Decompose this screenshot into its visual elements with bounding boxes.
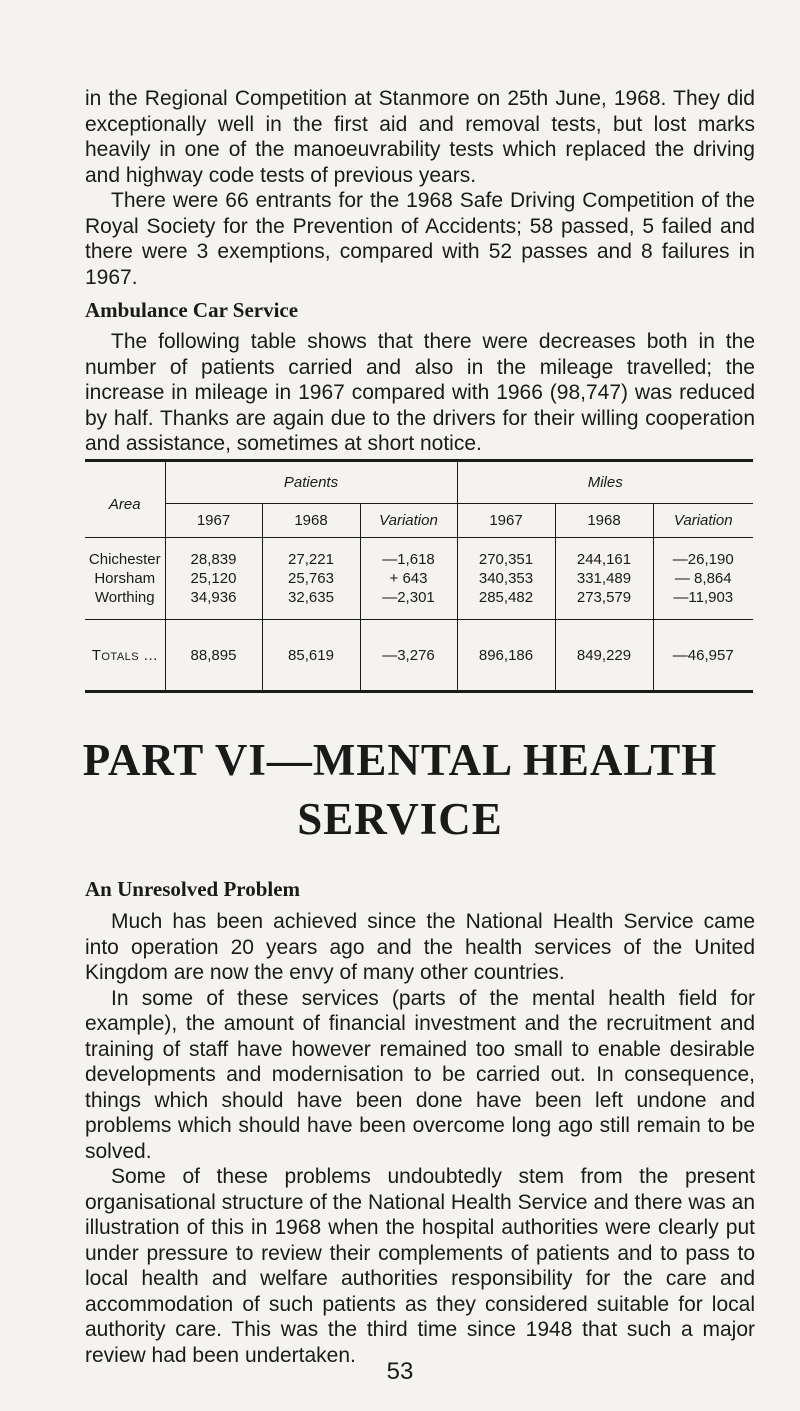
table-cell: —3,276 (360, 620, 457, 692)
table-row-totals (85, 620, 753, 692)
table-cell: 27,221 (288, 551, 334, 568)
table-cell: —46,957 (653, 620, 753, 692)
table-cell: —26,190 (672, 551, 734, 568)
table-cell: 340,353 (478, 570, 534, 587)
patients-variation-header: Variation (360, 504, 457, 538)
part-title-line-1: PART VI—MENTAL HEALTH (82, 735, 718, 785)
page-number: 53 (386, 1358, 414, 1385)
table-cell: 85,619 (262, 620, 360, 692)
table-cell: 244,161 (576, 551, 632, 568)
patients-variation-column (360, 538, 457, 620)
part-title (0, 732, 800, 847)
table-cell: 270,351 (478, 551, 534, 568)
miles-group-header: Miles (457, 461, 753, 504)
paragraph-competition: in the Regional Competition at Stanmore on 25th June, 1968. They did exceptionally well in the first aid and removal tests, but lost marks heavily in one of the manoeuvrability tests which replaced the driving and highway code tests of previous years. (85, 87, 755, 187)
table-cell: 25,120 (190, 570, 237, 587)
patients-group-header: Patients (165, 461, 457, 504)
part-title-line-2: SERVICE (297, 794, 503, 844)
table-cell: 285,482 (478, 589, 534, 606)
table-row-districts (85, 538, 753, 620)
intro-text-block (85, 86, 755, 290)
totals-label: Totals ... (91, 646, 158, 664)
table-cell: 32,635 (288, 589, 334, 606)
unresolved-heading: An Unresolved Problem (85, 877, 301, 901)
table-cell: — 8,864 (674, 570, 732, 587)
paragraph-investment: In some of these services (parts of the mental health field for example), the amount of financial investment and the recruitment and training of staff have however remained too small to enable desirable developments and modernisation to be carried out. In consequence, things which should have been done have been left undone and problems which should have been overcome long ago still remain to be solved. (85, 986, 755, 1163)
patients-1968-header: 1968 (262, 504, 360, 538)
table-cell: 273,579 (576, 589, 632, 606)
miles-1967-header: 1967 (457, 504, 555, 538)
table-cell: 849,229 (555, 620, 653, 692)
paragraph-organisation: Some of these problems undoubtedly stem from the present organisational structure of the National Health Service and there was an illustration of this in 1968 when the hospital authorities were clearly put under pressure to review their complements of patients and to pass to local health and welfare authorities responsibility for the care and accommodation of such patients as they considered suitable for local authority care. This was the third time since 1948 that such a major review had been undertaken. (85, 1165, 755, 1367)
area-header: Area (85, 461, 165, 538)
unresolved-text-block (85, 909, 755, 1368)
table-cell: 896,186 (457, 620, 555, 692)
table-cell: —1,618 (382, 551, 435, 568)
paragraph-safe-driving: There were 66 entrants for the 1968 Safe Driving Competition of the Royal Society for the Prevention of Accidents; 58 passed, 5 failed and there were 3 exemptions, compared with 52 passes and 8 failures in 1967. (85, 189, 755, 289)
ambulance-heading: Ambulance Car Service (85, 298, 299, 322)
table-cell: 331,489 (576, 570, 632, 587)
patients-1968-column (262, 538, 360, 620)
ambulance-text-block (85, 329, 755, 457)
area-name: Chichester (88, 551, 161, 568)
miles-1967-column (457, 538, 555, 620)
paragraph-ambulance: The following table shows that there were decreases both in the number of patients carried and also in the mileage travelled; the increase in mileage in 1967 compared with 1966 (98,747) was reduced by half. Thanks are again due to the drivers for their willing cooperation and assistance, sometimes at short notice. (85, 330, 755, 455)
table-cell: 25,763 (288, 570, 334, 587)
ambulance-statistics-table (85, 459, 753, 693)
area-column (85, 538, 165, 620)
table-cell: —11,903 (673, 589, 734, 606)
miles-variation-column (653, 538, 753, 620)
miles-1968-column (555, 538, 653, 620)
area-name: Worthing (94, 589, 155, 606)
patients-1967-column (165, 538, 262, 620)
table-cell: 34,936 (190, 589, 237, 606)
miles-variation-header: Variation (653, 504, 753, 538)
paragraph-nhs-achievement: Much has been achieved since the National Health Service came into operation 20 years ago and the health services of the United Kingdom are now the envy of many other countries. (85, 910, 755, 984)
table-cell: + 643 (389, 570, 428, 587)
miles-1968-header: 1968 (555, 504, 653, 538)
table-cell: 28,839 (190, 551, 237, 568)
patients-1967-header: 1967 (165, 504, 262, 538)
table-cell: —2,301 (382, 589, 435, 606)
area-name: Horsham (94, 570, 156, 587)
table-cell: 88,895 (165, 620, 262, 692)
